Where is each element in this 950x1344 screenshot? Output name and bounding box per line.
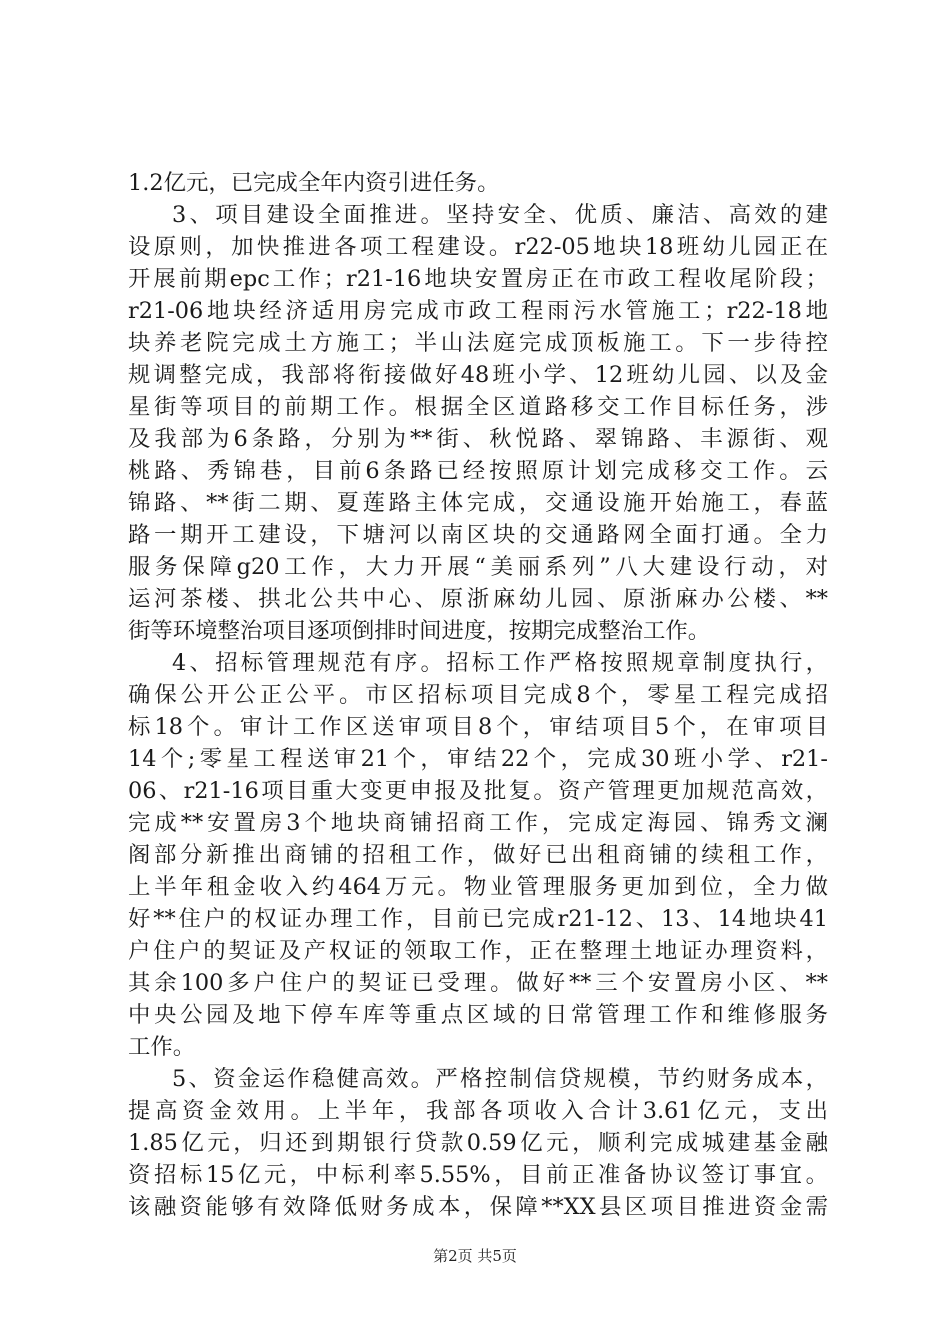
- text-line: 桃路、秀锦巷，目前6条路已经按照原计划完成移交工作。云: [128, 458, 828, 484]
- text-line: 14个;零星工程送审21个，审结22个，完成30班小学、r21-: [128, 746, 828, 772]
- text-line: 中央公园及地下停车库等重点区域的日常管理工作和维修服务: [128, 1002, 828, 1028]
- text-line: 该融资能够有效降低财务成本，保障**XX县区项目推进资金需: [128, 1194, 828, 1220]
- text-line: 确保公开公正公平。市区招标项目完成8个，零星工程完成招: [128, 682, 828, 708]
- paragraph-heading-line: 5、资金运作稳健高效。严格控制信贷规模，节约财务成本，: [172, 1066, 828, 1092]
- text-line: r21-06地块经济适用房完成市政工程雨污水管施工；r22-18地: [128, 298, 828, 324]
- text-line: 设原则，加快推进各项工程建设。r22-05地块18班幼儿园正在: [128, 234, 828, 260]
- text-line: 上半年租金收入约464万元。物业管理服务更加到位，全力做: [128, 874, 828, 900]
- text-line: 星街等项目的前期工作。根据全区道路移交工作目标任务，涉: [128, 394, 828, 420]
- text-line: 规调整完成，我部将衔接做好48班小学、12班幼儿园、以及金: [128, 362, 828, 388]
- text-line: 块养老院完成土方施工；半山法庭完成顶板施工。下一步待控: [128, 330, 828, 356]
- text-line: 街等环境整治项目逐项倒排时间进度，按期完成整治工作。: [128, 618, 711, 644]
- text-line: 标18个。审计工作区送审项目8个，审结项目5个，在审项目: [128, 714, 828, 740]
- text-line: 好**住户的权证办理工作，目前已完成r21-12、13、14地块41: [128, 906, 828, 932]
- text-line: 06、r21-16项目重大变更申报及批复。资产管理更加规范高效，: [128, 778, 828, 804]
- paragraph-heading-line: 3、项目建设全面推进。坚持安全、优质、廉洁、高效的建: [172, 202, 828, 228]
- text-line: 服务保障g20工作，大力开展“美丽系列”八大建设行动，对: [128, 554, 828, 580]
- page-number-footer: 第2页 共5页: [433, 1247, 517, 1265]
- text-line: 及我部为6条路，分别为**街、秋悦路、翠锦路、丰源街、观: [128, 426, 828, 452]
- text-line: 1.2亿元，已完成全年内资引进任务。: [128, 170, 500, 196]
- text-line: 工作。: [128, 1034, 196, 1060]
- text-line: 资招标15亿元，中标利率5.55%，目前正准备协议签订事宜。: [128, 1162, 828, 1188]
- text-line: 提高资金效用。上半年，我部各项收入合计3.61亿元，支出: [128, 1098, 828, 1124]
- text-line: 开展前期epc工作；r21-16地块安置房正在市政工程收尾阶段；: [128, 266, 828, 292]
- text-line: 其余100多户住户的契证已受理。做好**三个安置房小区、**: [128, 970, 828, 996]
- document-body: [128, 167, 828, 1223]
- text-line: 1.85亿元，归还到期银行贷款0.59亿元，顺利完成城建基金融: [128, 1130, 828, 1156]
- text-line: 运河茶楼、拱北公共中心、原浙麻幼儿园、原浙麻办公楼、**: [128, 586, 828, 612]
- text-line: 完成**安置房3个地块商铺招商工作，完成定海园、锦秀文澜: [128, 810, 828, 836]
- text-line: 路一期开工建设，下塘河以南区块的交通路网全面打通。全力: [128, 522, 828, 548]
- text-line: 户住户的契证及产权证的领取工作，正在整理土地证办理资料，: [128, 938, 828, 964]
- text-line: 阁部分新推出商铺的招租工作，做好已出租商铺的续租工作，: [128, 842, 828, 868]
- paragraph-heading-line: 4、招标管理规范有序。招标工作严格按照规章制度执行，: [172, 650, 828, 676]
- text-line: 锦路、**街二期、夏莲路主体完成，交通设施开始施工，春蓝: [128, 490, 828, 516]
